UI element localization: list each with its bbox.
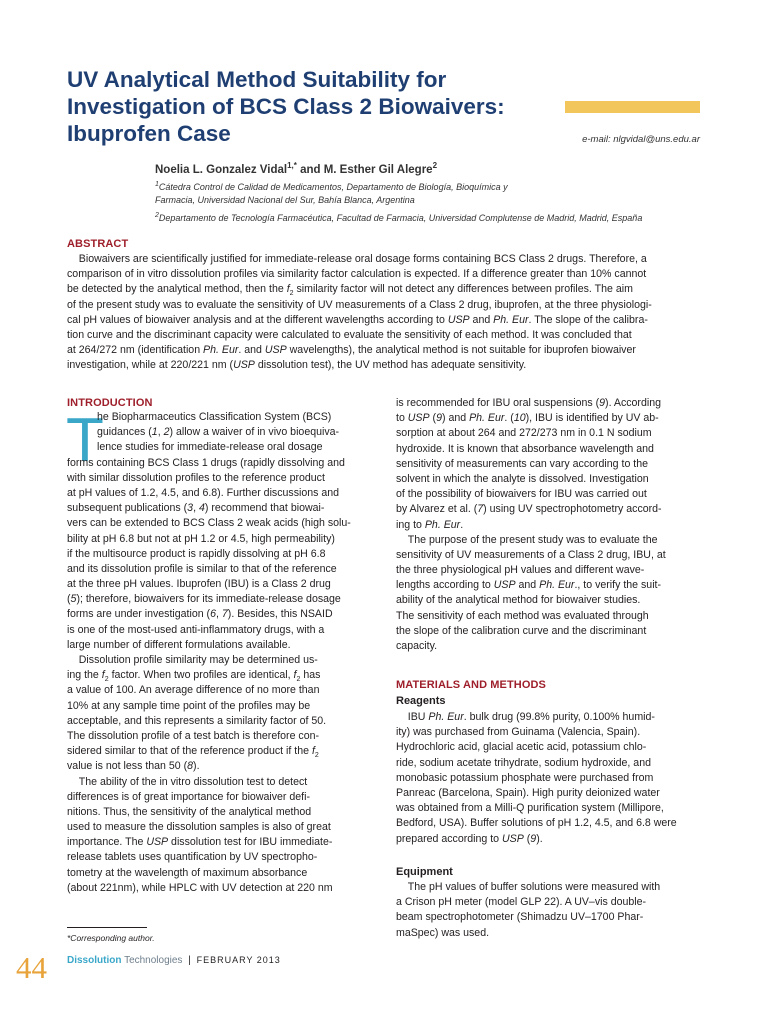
author-2: and M. Esther Gil Alegre	[296, 163, 433, 176]
author-1-sup: 1,*	[287, 161, 297, 170]
footnote-rule	[67, 927, 147, 928]
affiliation-2-sup: 2	[155, 212, 159, 219]
dropcap-letter: T	[66, 406, 104, 475]
title-line-1: UV Analytical Method Suitability for	[67, 67, 447, 92]
corresponding-author-footnote: *Corresponding author.	[67, 933, 155, 943]
reagents-text: IBU Ph. Eur. bulk drug (99.8% purity, 0.100% humid- ity) was purchased from Guinama (Valencia, Spain). Hydrochloric acid, glacial acetic acid, potassium chlo- ride, sodium acetate trihydrate, sodium hydroxide, and monobasic potassium phosphate were purchased from Panreac (Barcelona, Spain). High purity deionized water was obtained from a Milli-Q purification system (Millipore, Bedford, USA). Buffer solutions of pH 1.2, 4.5, and 6.8 were prepared according to USP (9).	[396, 711, 677, 845]
affiliation-1-sup: 1	[155, 181, 159, 188]
abstract-text: Biowaivers are scientifically justified for immediate-release oral dosage forms containing BCS Class 2 drugs. Therefore, a comparison of in vitro dissolution profiles via similarity factor calculation is expected. If a difference greater than 10% cannot be detected by the analytical method, then the $f_2$ similarity factor will not detect any differences between profiles. The aim of the present study was to evaluate the sensitivity of UV measurements of a Class 2 drug, ibuprofen, at the three physiologi- cal pH values of biowaiver analysis and at the different wavelengths according to USP and Ph. Eur. The slope of the calibra- tion curve and the discriminant capacity were calculated to evaluate the sensitivity of each method. It was concluded that at 264/272 nm (identification Ph. Eur. and USP wavelengths), the analytical method is not suitable for ibuprofen biowaiver investigation, while at 220/221 nm (USP dissolution test), the UV method has adequate sensitivity.	[67, 253, 652, 372]
reagents-heading: Reagents	[396, 695, 446, 707]
title-line-2: Investigation of BCS Class 2 Biowaivers:	[67, 94, 505, 119]
materials-methods-heading: MATERIALS AND METHODS	[396, 679, 546, 691]
author-1: Noelia L. Gonzalez Vidal	[155, 163, 288, 176]
introduction-heading: INTRODUCTION	[67, 397, 153, 409]
accent-bar	[565, 101, 700, 113]
abstract-heading: ABSTRACT	[67, 238, 129, 250]
equipment-heading: Equipment	[396, 866, 453, 878]
affiliation-1-cont: Farmacia, Universidad Nacional del Sur, Bahía Blanca, Argentina	[155, 195, 415, 205]
issue-date: FEBRUARY 2013	[196, 955, 281, 965]
affiliation-1	[155, 178, 508, 194]
author-2-sup: 2	[432, 161, 438, 170]
introduction-text-continued: is recommended for IBU oral suspensions (9). According to USP (9) and Ph. Eur. (10), IBU is identified by UV ab- sorption at about 264 and 272/273 nm in 0.1 N sodium hydroxide. It is known that absorbance wavelength and sensitivity of measurements can vary according to the solvent in which the analyte is dissolved. Investigation of the possibility of biowaivers for IBU was carried out by Alvarez et al. (7) using UV spectrophotometry accord- ing to Ph. Eur. The purpose of the present study was to evaluate the sensitivity of UV measurements of a Class 2 drug, IBU, at the three physiological pH values and different wave- lengths according to USP and Ph. Eur., to verify the suit- ability of the analytical method for biowaiver studies. The sensitivity of each method was evaluated through the slope of the calibration curve and the discriminant capacity.	[396, 397, 666, 652]
title-line-3: Ibuprofen Case	[67, 121, 231, 146]
equipment-text: The pH values of buffer solutions were measured with a Crison pH meter (model GLP 22). A UV–vis double- beam spectrophotometer (Shimadzu UV–1700 Phar- maSpec) was used.	[396, 881, 661, 939]
affiliation-2-text: Departamento de Tecnología Farmacéutica, Facultad de Farmacia, Universidad Complutense de Madrid, Madrid, España	[158, 213, 643, 223]
article-title	[67, 66, 567, 147]
affiliation-2	[155, 209, 642, 225]
affiliation-1-line-1: Cátedra Control de Calidad de Medicamentos, Departamento de Biología, Bioquímica y	[158, 182, 508, 192]
footer-separator: |	[188, 955, 191, 966]
journal-name-b: Technologies	[124, 955, 183, 966]
corresponding-email[interactable]: e-mail: nlgvidal@uns.edu.ar	[582, 134, 700, 145]
journal-name-a: Dissolution	[67, 955, 122, 966]
author-list	[155, 161, 437, 176]
introduction-text: he Biopharmaceutics Classification System (BCS) guidances (1, 2) allow a waiver of in vivo bioequiva- lence studies for immediate-release oral dosage forms containing BCS Class 1 drugs (rapidly dissolving and with similar dissolution profiles to the reference product at pH values of 1.2, 4.5, and 6.8). Further discussions and subsequent publications (3, 4) recommend that biowai- vers can be extended to BCS Class 2 weak acids (high solu- bility at pH 6.8 but not at pH 1.2 or 4.5, high permeability) if the multisource product is rapidly dissolving at pH 6.8 and its dissolution profile is similar to that of the reference at the three pH values. Ibuprofen (IBU) is a Class 2 drug (5); therefore, biowaivers for its immediate-release dosage forms are under investigation (6, 7). Besides, this NSAID is one of the most-used anti-inflammatory drugs, with a large number of different formulations available. Dissolution profile similarity may be determined us- ing the $f_2$ factor. When two profiles are identical, $f_2$ has a value of 100. An average difference of no more than 10% at any sample time point of the profiles may be acceptable, and this represents a similarity factor of 50. The dissolution profile of a test batch is therefore con- sidered similar to that of the reference product if the $f_2$ value is not less than 50 (8). The ability of the in vitro dissolution test to detect differences is of great importance for biowaiver defi- nitions. Thus, the sensitivity of the analytical method used to measure the dissolution samples is also of great importance. The USP dissolution test for IBU immediate- release tablets uses quantification by UV spectropho- tometry at the wavelength of maximum absorbance (about 221nm), while HPLC with UV detection at 220 nm	[67, 411, 351, 894]
page-number: 44	[16, 950, 47, 985]
journal-footer	[67, 955, 281, 966]
